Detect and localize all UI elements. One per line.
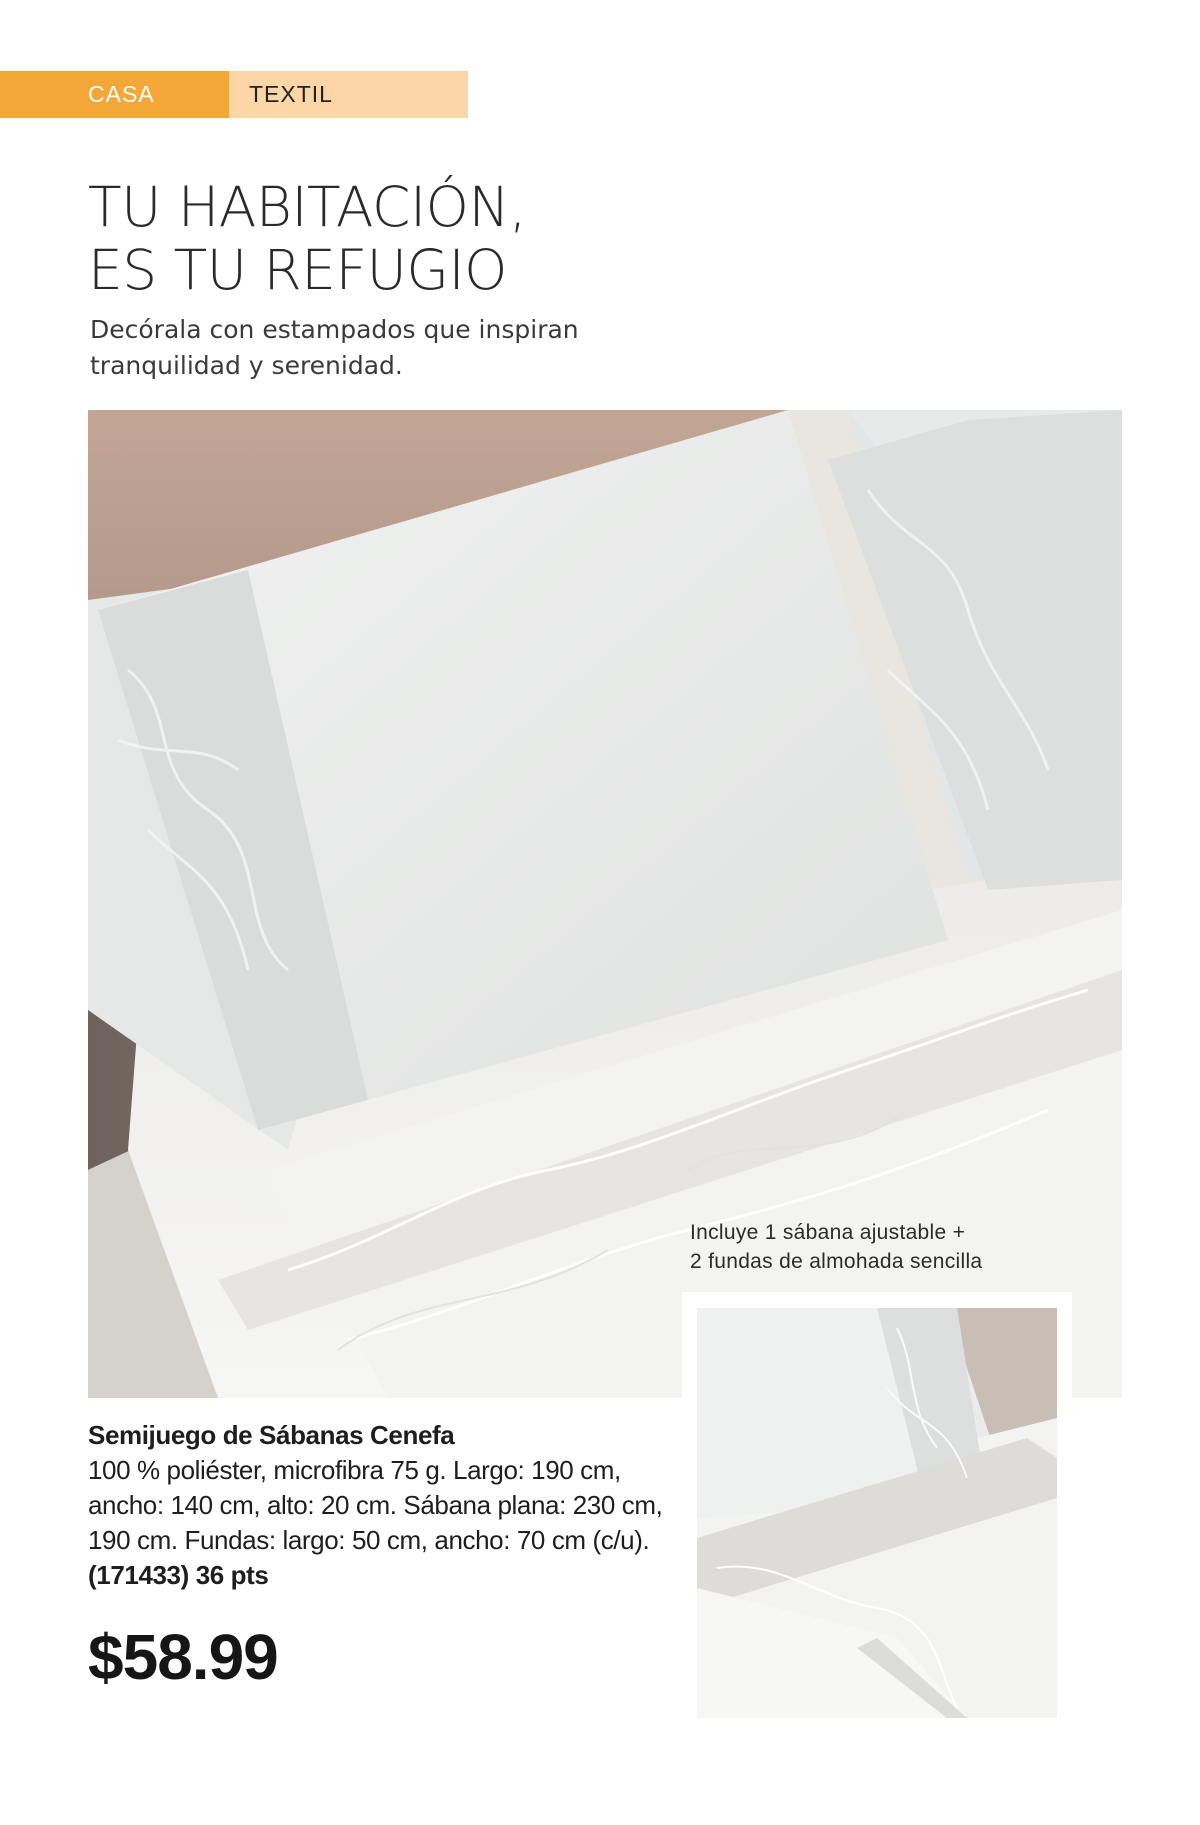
headline-line-2: ES TU REFUGIO xyxy=(88,238,507,302)
subhead-line-2: tranquilidad y serenidad. xyxy=(90,351,403,380)
product-name: Semijuego de Sábanas Cenefa xyxy=(88,1420,455,1450)
section-tab-casa: CASA xyxy=(0,71,229,118)
inset-photo-illustration xyxy=(697,1308,1057,1718)
product-details xyxy=(88,1418,678,1593)
caption-line-1: Incluye 1 sábana ajustable + xyxy=(690,1221,966,1244)
inset-bedding-photo xyxy=(697,1308,1057,1718)
headline-line-1: TU HABITACIÓN, xyxy=(88,175,527,239)
caption-line-2: 2 fundas de almohada sencilla xyxy=(690,1250,983,1273)
page-subheadline xyxy=(90,312,579,384)
product-description: 100 % poliéster, microfibra 75 g. Largo: 190 cm, ancho: 140 cm, alto: 20 cm. Sábana plana: 230 cm, 190 cm. Fundas: largo: 50 cm, ancho: 70 cm (c/u). xyxy=(88,1455,663,1555)
set-includes-caption xyxy=(690,1218,982,1276)
page-headline xyxy=(88,176,526,302)
product-price: $58.99 xyxy=(88,1621,278,1693)
product-code-points: (171433) 36 pts xyxy=(88,1560,269,1590)
category-tabs xyxy=(0,71,468,118)
category-tab-textil: TEXTIL xyxy=(229,71,468,118)
subhead-line-1: Decórala con estampados que inspiran xyxy=(90,315,579,344)
